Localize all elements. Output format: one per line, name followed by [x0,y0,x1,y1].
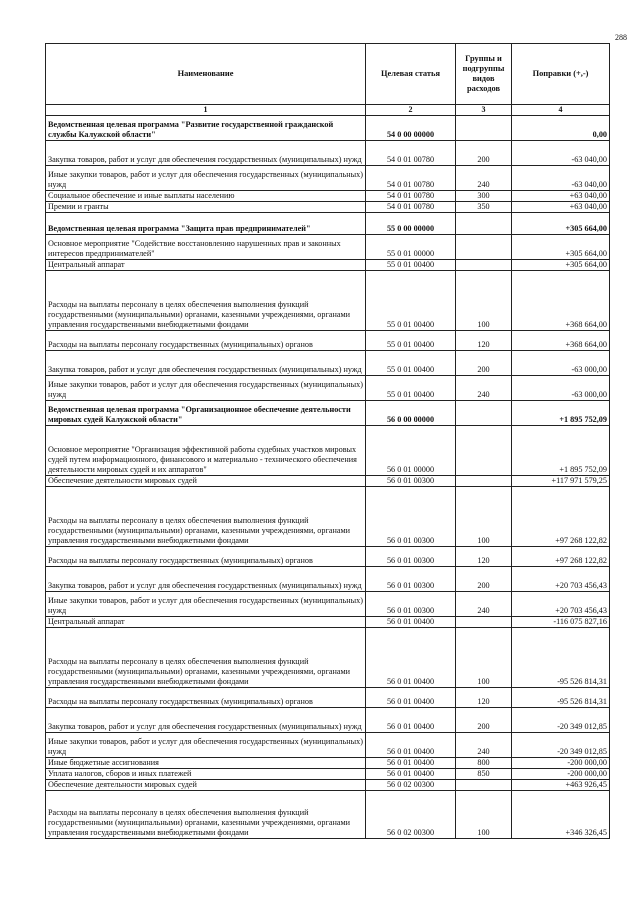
table-row [46,351,610,376]
cell-name: Основное мероприятие "Организация эффективной работы судебных участков мировых судей путем информационного, финансового и материально - технического обеспечения деятельности мировых судей и их аппаратов" [46,426,366,476]
cell-name: Закупка товаров, работ и услуг для обеспечения государственных (муниципальных) нужд [46,567,366,592]
cell-code: 54 0 01 00780 [366,166,456,191]
table-row [46,331,610,351]
cell-code: 55 0 01 00400 [366,331,456,351]
table-row [46,376,610,401]
cell-group [456,780,512,791]
cell-amount: -116 075 827,16 [512,617,610,628]
table-row [46,202,610,213]
cell-name: Премии и гранты [46,202,366,213]
cell-code: 56 0 01 00300 [366,476,456,487]
cell-name: Ведомственная целевая программа "Развитие государственной гражданской службы Калужской области" [46,116,366,141]
cell-name: Расходы на выплаты персоналу в целях обеспечения выполнения функций государственными (муниципальными) органами, казенными учреждениями, органами управления государственными внебюджетными фондами [46,791,366,839]
column-number-row [46,105,610,116]
cell-amount: +63 040,00 [512,202,610,213]
table-row [46,688,610,708]
cell-code: 56 0 01 00300 [366,592,456,617]
cell-code: 56 0 01 00400 [366,688,456,708]
cell-group: 240 [456,592,512,617]
cell-group: 350 [456,202,512,213]
cell-code: 54 0 01 00780 [366,191,456,202]
header-code: Целевая статья [366,44,456,105]
table-row [46,191,610,202]
cell-name: Закупка товаров, работ и услуг для обеспечения государственных (муниципальных) нужд [46,351,366,376]
table-row [46,426,610,476]
budget-table [45,43,610,839]
cell-amount: -63 040,00 [512,141,610,166]
cell-name: Расходы на выплаты персоналу государственных (муниципальных) органов [46,547,366,567]
cell-group: 100 [456,628,512,688]
table-row [46,567,610,592]
cell-amount: -63 040,00 [512,166,610,191]
cell-code: 56 0 02 00300 [366,780,456,791]
table-row [46,213,610,235]
cell-code: 56 0 01 00300 [366,487,456,547]
cell-group [456,213,512,235]
cell-amount: -200 000,00 [512,769,610,780]
cell-amount: -20 349 012,85 [512,708,610,733]
header-amount: Поправки (+,-) [512,44,610,105]
cell-group: 100 [456,487,512,547]
table-row [46,708,610,733]
cell-amount: +117 971 579,25 [512,476,610,487]
cell-code: 56 0 02 00300 [366,791,456,839]
cell-group: 200 [456,708,512,733]
cell-amount: -63 000,00 [512,376,610,401]
cell-group: 300 [456,191,512,202]
cell-code: 56 0 01 00300 [366,567,456,592]
cell-group: 120 [456,331,512,351]
cell-group: 200 [456,141,512,166]
header-group: Группы и подгруппы видов расходов [456,44,512,105]
column-number: 4 [512,105,610,116]
table-row [46,791,610,839]
cell-name: Иные закупки товаров, работ и услуг для обеспечения государственных (муниципальных) нужд [46,592,366,617]
cell-name: Расходы на выплаты персоналу в целях обеспечения выполнения функций государственными (муниципальными) органами, казенными учреждениями, органами управления государственными внебюджетными фондами [46,628,366,688]
cell-code: 56 0 01 00300 [366,547,456,567]
cell-amount: +97 268 122,82 [512,547,610,567]
page-number: 288 [615,33,627,42]
cell-code: 56 0 01 00400 [366,758,456,769]
cell-name: Обеспечение деятельности мировых судей [46,476,366,487]
cell-name: Ведомственная целевая программа "Защита прав предпринимателей" [46,213,366,235]
cell-group: 100 [456,791,512,839]
cell-group: 240 [456,166,512,191]
cell-name: Иные закупки товаров, работ и услуг для обеспечения государственных (муниципальных) нужд [46,166,366,191]
cell-amount: -200 000,00 [512,758,610,769]
table-row [46,401,610,426]
header-row [46,44,610,105]
cell-amount: -20 349 012,85 [512,733,610,758]
cell-name: Ведомственная целевая программа "Организационное обеспечение деятельности мировых судей Калужской области" [46,401,366,426]
cell-amount: +305 664,00 [512,260,610,271]
cell-code: 54 0 01 00780 [366,202,456,213]
cell-code: 55 0 01 00400 [366,351,456,376]
cell-name: Расходы на выплаты персоналу государственных (муниципальных) органов [46,331,366,351]
cell-group: 120 [456,688,512,708]
cell-code: 56 0 01 00400 [366,733,456,758]
cell-name: Иные закупки товаров, работ и услуг для обеспечения государственных (муниципальных) нужд [46,733,366,758]
cell-group [456,235,512,260]
cell-amount: 0,00 [512,116,610,141]
cell-group [456,426,512,476]
table-row [46,116,610,141]
header-name: Наименование [46,44,366,105]
table-row [46,271,610,331]
cell-name: Закупка товаров, работ и услуг для обеспечения государственных (муниципальных) нужд [46,708,366,733]
cell-code: 55 0 01 00000 [366,235,456,260]
cell-amount: -95 526 814,31 [512,688,610,708]
cell-code: 56 0 01 00400 [366,708,456,733]
cell-name: Основное мероприятие "Содействие восстановлению нарушенных прав и законных интересов предпринимателей" [46,235,366,260]
column-number: 1 [46,105,366,116]
cell-group [456,260,512,271]
cell-name: Расходы на выплаты персоналу государственных (муниципальных) органов [46,688,366,708]
cell-code: 55 0 01 00400 [366,271,456,331]
table-row [46,260,610,271]
cell-name: Закупка товаров, работ и услуг для обеспечения государственных (муниципальных) нужд [46,141,366,166]
cell-group [456,116,512,141]
cell-name: Социальное обеспечение и иные выплаты населению [46,191,366,202]
cell-amount: +463 926,45 [512,780,610,791]
table-row [46,758,610,769]
cell-group: 200 [456,351,512,376]
cell-code: 55 0 01 00400 [366,376,456,401]
cell-group: 240 [456,733,512,758]
cell-code: 56 0 01 00000 [366,426,456,476]
cell-code: 54 0 00 00000 [366,116,456,141]
cell-code: 56 0 01 00400 [366,617,456,628]
cell-name: Расходы на выплаты персоналу в целях обеспечения выполнения функций государственными (муниципальными) органами, казенными учреждениями, органами управления государственными внебюджетными фондами [46,271,366,331]
cell-group: 100 [456,271,512,331]
cell-amount: +1 895 752,09 [512,401,610,426]
table-row [46,592,610,617]
cell-group: 800 [456,758,512,769]
table-row [46,780,610,791]
cell-name: Расходы на выплаты персоналу в целях обеспечения выполнения функций государственными (муниципальными) органами, казенными учреждениями, органами управления государственными внебюджетными фондами [46,487,366,547]
cell-code: 55 0 01 00400 [366,260,456,271]
cell-group [456,617,512,628]
column-number: 2 [366,105,456,116]
cell-code: 56 0 01 00400 [366,769,456,780]
table-row [46,235,610,260]
cell-group: 850 [456,769,512,780]
table-row [46,476,610,487]
cell-amount: +20 703 456,43 [512,567,610,592]
cell-name: Центральный аппарат [46,617,366,628]
table-row [46,141,610,166]
cell-amount: +97 268 122,82 [512,487,610,547]
cell-code: 56 0 00 00000 [366,401,456,426]
cell-code: 55 0 00 00000 [366,213,456,235]
column-number: 3 [456,105,512,116]
cell-group: 240 [456,376,512,401]
cell-amount: +1 895 752,09 [512,426,610,476]
cell-name: Уплата налогов, сборов и иных платежей [46,769,366,780]
cell-amount: -95 526 814,31 [512,628,610,688]
cell-amount: +305 664,00 [512,235,610,260]
cell-group: 200 [456,567,512,592]
cell-code: 54 0 01 00780 [366,141,456,166]
cell-amount: +346 326,45 [512,791,610,839]
cell-amount: +305 664,00 [512,213,610,235]
table-body [46,116,610,839]
cell-amount: +368 664,00 [512,331,610,351]
table-row [46,487,610,547]
cell-group: 120 [456,547,512,567]
cell-name: Иные бюджетные ассигнования [46,758,366,769]
table-row [46,769,610,780]
cell-name: Обеспечение деятельности мировых судей [46,780,366,791]
table-row [46,166,610,191]
cell-amount: -63 000,00 [512,351,610,376]
table-row [46,628,610,688]
cell-amount: +368 664,00 [512,271,610,331]
cell-amount: +63 040,00 [512,191,610,202]
cell-name: Иные закупки товаров, работ и услуг для обеспечения государственных (муниципальных) нужд [46,376,366,401]
cell-amount: +20 703 456,43 [512,592,610,617]
cell-group [456,476,512,487]
cell-group [456,401,512,426]
table-row [46,733,610,758]
cell-code: 56 0 01 00400 [366,628,456,688]
table-row [46,547,610,567]
table-row [46,617,610,628]
cell-name: Центральный аппарат [46,260,366,271]
